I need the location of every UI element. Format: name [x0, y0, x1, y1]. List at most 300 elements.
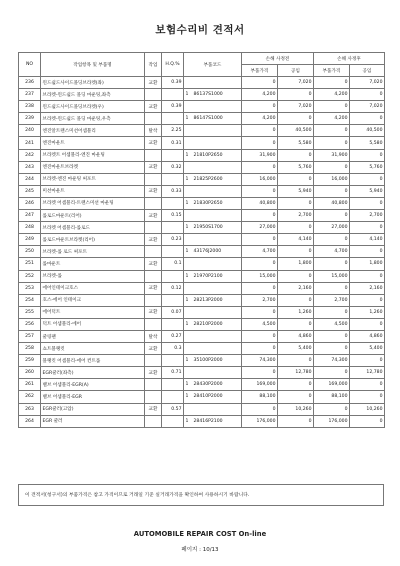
cell-hq: 0.31: [162, 137, 184, 149]
cell-hq: [162, 355, 184, 367]
table-row: [19, 101, 385, 113]
cell-before-part: 0: [242, 185, 278, 197]
cell-item: 롤마운트: [41, 258, 145, 270]
cell-hq: [162, 173, 184, 185]
cell-no: 246: [19, 197, 41, 209]
cell-before-part: 0: [242, 343, 278, 355]
cell-before-labor: 0: [278, 89, 314, 101]
cell-hq: 2.25: [162, 125, 184, 137]
cell-item: 덕트 어셈블리-에어: [41, 318, 145, 330]
cell-no: 260: [19, 367, 41, 379]
cell-hq: 0.27: [162, 330, 184, 342]
cell-no: 256: [19, 318, 41, 330]
cell-item: 밸브 어셈블리-EGR: [41, 391, 145, 403]
footer-brand: AUTOMOBILE REPAIR COST On-line: [133, 530, 267, 538]
cell-work: 교환: [145, 101, 162, 113]
cell-no: 236: [19, 77, 41, 89]
cell-item: 브라켓-엔진 마운팅 써포트: [41, 173, 145, 185]
cell-before-labor: 2,160: [278, 282, 314, 294]
cell-work: [145, 197, 162, 209]
cell-no: 264: [19, 415, 41, 427]
page-number: 페이지 : 10/13: [181, 547, 219, 553]
cell-no: 240: [19, 125, 41, 137]
cell-after-labor: 5,940: [350, 185, 385, 197]
cell-before-part: 4,200: [242, 89, 278, 101]
cell-before-part: 0: [242, 101, 278, 113]
table-row: [19, 210, 385, 222]
cell-item: 밸브 어셈블리-EGR(A): [41, 379, 145, 391]
cell-code: [184, 391, 242, 403]
cell-after-part: 4,200: [314, 89, 350, 101]
cell-work: [145, 89, 162, 101]
cell-before-labor: 1,800: [278, 258, 314, 270]
cell-before-part: 0: [242, 137, 278, 149]
cell-work: 교환: [145, 77, 162, 89]
header-no: NO: [19, 53, 41, 77]
cell-work: 교환: [145, 185, 162, 197]
cell-after-labor: 4,860: [350, 330, 385, 342]
cell-no: 247: [19, 210, 41, 222]
table-row: [19, 246, 385, 258]
cell-before-part: 176,000: [242, 415, 278, 427]
cell-part-code: 35100P2000: [193, 358, 223, 364]
cell-code: [184, 77, 242, 89]
cell-qty: 1: [185, 382, 189, 388]
cell-code: [184, 270, 242, 282]
cell-before-labor: 0: [278, 355, 314, 367]
cell-after-part: 4,500: [314, 318, 350, 330]
cell-code: [184, 125, 242, 137]
cell-work: 교환: [145, 306, 162, 318]
cell-code: [184, 343, 242, 355]
cell-after-part: 0: [314, 101, 350, 113]
cell-after-labor: 5,580: [350, 137, 385, 149]
header-after-part-price: 부품가격: [314, 65, 350, 77]
cell-before-labor: 2,700: [278, 210, 314, 222]
cell-after-part: 15,000: [314, 270, 350, 282]
table-row: [19, 355, 385, 367]
cell-after-part: 176,000: [314, 415, 350, 427]
cell-code: [184, 379, 242, 391]
table-row: [19, 330, 385, 342]
cell-before-part: 4,500: [242, 318, 278, 330]
table-row: [19, 282, 385, 294]
cell-no: 243: [19, 161, 41, 173]
cell-no: 250: [19, 246, 41, 258]
cell-work: [145, 149, 162, 161]
cell-before-labor: 1,260: [278, 306, 314, 318]
cell-before-labor: 0: [278, 379, 314, 391]
cell-after-part: 0: [314, 161, 350, 173]
cell-code: [184, 258, 242, 270]
cell-before-part: 0: [242, 258, 278, 270]
cell-hq: [162, 391, 184, 403]
cell-qty: 1: [185, 176, 189, 182]
cell-before-labor: 0: [278, 415, 314, 427]
cell-after-part: 0: [314, 306, 350, 318]
cell-hq: 0.71: [162, 367, 184, 379]
cell-hq: 0.15: [162, 210, 184, 222]
cell-after-part: 0: [314, 77, 350, 89]
cell-qty: 1: [185, 358, 189, 364]
cell-after-labor: 0: [350, 246, 385, 258]
cell-qty: 1: [185, 273, 189, 279]
cell-item: EGR쿨러(좌측): [41, 367, 145, 379]
cell-before-part: 4,200: [242, 113, 278, 125]
cell-item: 브라켓-윈드쉴드 몰딩 마운팅,우측: [41, 113, 145, 125]
cell-after-labor: 0: [350, 89, 385, 101]
cell-qty: 1: [185, 92, 189, 98]
cell-after-labor: 0: [350, 222, 385, 234]
cell-after-labor: 0: [350, 173, 385, 185]
cell-code: [184, 367, 242, 379]
cell-after-part: 2,700: [314, 294, 350, 306]
cell-work: 교환: [145, 234, 162, 246]
cell-after-labor: 0: [350, 270, 385, 282]
cell-after-labor: 0: [350, 197, 385, 209]
cell-before-labor: 7,020: [278, 101, 314, 113]
cell-no: 245: [19, 185, 41, 197]
cell-work: [145, 113, 162, 125]
cell-code: [184, 161, 242, 173]
cell-before-labor: 0: [278, 391, 314, 403]
cell-code: [184, 89, 242, 101]
cell-before-labor: 12,780: [278, 367, 314, 379]
cell-after-part: 0: [314, 282, 350, 294]
cell-code: [184, 173, 242, 185]
cell-before-part: 0: [242, 330, 278, 342]
table-row: [19, 367, 385, 379]
header-before: 손해 사정전: [242, 53, 314, 65]
cell-before-labor: 4,860: [278, 330, 314, 342]
cell-code: [184, 282, 242, 294]
cell-after-part: 169,000: [314, 379, 350, 391]
cell-no: 262: [19, 391, 41, 403]
header-code: 부품코드: [184, 53, 242, 77]
cell-qty: 1: [185, 321, 189, 327]
cell-hq: [162, 415, 184, 427]
cell-code: [184, 197, 242, 209]
cell-no: 263: [19, 403, 41, 415]
cell-after-part: 0: [314, 234, 350, 246]
cell-work: [145, 173, 162, 185]
cell-item: EGR 쿨러: [41, 415, 145, 427]
cell-after-labor: 0: [350, 294, 385, 306]
cell-item: 브라켓-윈드쉴드 몰딩 마운팅,좌측: [41, 89, 145, 101]
cell-part-code: 28430P2000: [193, 382, 223, 388]
cell-after-part: 31,900: [314, 149, 350, 161]
cell-part-code: 43176J2000: [193, 249, 222, 255]
cell-item: 윈드쉴드사이드몰딩브라켓(좌): [41, 77, 145, 89]
cell-qty: 1: [185, 297, 189, 303]
table-row: [19, 222, 385, 234]
cell-before-part: 0: [242, 125, 278, 137]
cell-no: 252: [19, 270, 41, 282]
cell-part-code: 86147S1000: [193, 116, 223, 122]
cell-code: [184, 330, 242, 342]
cell-after-labor: 10,260: [350, 403, 385, 415]
cell-after-part: 40,800: [314, 197, 350, 209]
cell-before-labor: 10,260: [278, 403, 314, 415]
cell-work: 교환: [145, 258, 162, 270]
cell-before-labor: 7,020: [278, 77, 314, 89]
cell-before-part: 31,900: [242, 149, 278, 161]
cell-item: 엔진알트랜스미션어셈블리: [41, 125, 145, 137]
cell-item: 브라켓-롤 로드 써포트: [41, 246, 145, 258]
cell-part-code: 21825P2600: [193, 176, 223, 182]
cell-before-labor: 5,400: [278, 343, 314, 355]
cell-hq: 0.39: [162, 77, 184, 89]
cell-no: 259: [19, 355, 41, 367]
cell-after-part: 0: [314, 258, 350, 270]
cell-after-labor: 7,020: [350, 77, 385, 89]
cell-item: 엔진마운트: [41, 137, 145, 149]
cell-part-code: 28416P2100: [193, 418, 223, 424]
cell-after-part: 0: [314, 210, 350, 222]
cell-after-labor: 0: [350, 379, 385, 391]
cell-work: [145, 222, 162, 234]
cell-work: [145, 294, 162, 306]
cell-hq: 0.1: [162, 258, 184, 270]
cell-before-part: 4,700: [242, 246, 278, 258]
cell-item: EGR쿨러(고압): [41, 403, 145, 415]
cell-before-part: 0: [242, 161, 278, 173]
cell-after-part: 74,300: [314, 355, 350, 367]
cell-after-labor: 7,020: [350, 101, 385, 113]
cell-qty: 1: [185, 418, 189, 424]
cell-after-labor: 0: [350, 415, 385, 427]
table-row: [19, 197, 385, 209]
table-row: [19, 185, 385, 197]
cell-work: 교환: [145, 210, 162, 222]
cell-qty: 1: [185, 200, 189, 206]
cell-code: [184, 294, 242, 306]
cell-hq: 0.57: [162, 403, 184, 415]
cell-code: [184, 234, 242, 246]
cell-after-labor: 1,260: [350, 306, 385, 318]
cell-after-labor: 5,400: [350, 343, 385, 355]
cell-after-labor: 2,160: [350, 282, 385, 294]
cell-before-labor: 0: [278, 270, 314, 282]
cell-no: 261: [19, 379, 41, 391]
cell-code: [184, 403, 242, 415]
table-row: [19, 270, 385, 282]
cell-before-labor: 0: [278, 197, 314, 209]
cell-hq: [162, 113, 184, 125]
cell-before-part: 0: [242, 306, 278, 318]
cell-before-labor: 5,760: [278, 161, 314, 173]
cell-item: 브라켓 어셈블리-트랜스미션 마운팅: [41, 197, 145, 209]
cell-before-part: 0: [242, 403, 278, 415]
cell-after-part: 27,000: [314, 222, 350, 234]
cell-work: [145, 246, 162, 258]
cell-after-part: 4,700: [314, 246, 350, 258]
cell-no: 248: [19, 222, 41, 234]
table-row: [19, 306, 385, 318]
cell-work: 교환: [145, 282, 162, 294]
table-row: [19, 343, 385, 355]
header-item: 작업항목 및 부품명: [41, 53, 145, 77]
cell-before-part: 169,000: [242, 379, 278, 391]
cell-item: 쿨링팬: [41, 330, 145, 342]
cell-hq: [162, 318, 184, 330]
cell-no: 254: [19, 294, 41, 306]
cell-before-part: 74,300: [242, 355, 278, 367]
header-after: 손해 사정후: [314, 53, 385, 65]
cell-before-part: 27,000: [242, 222, 278, 234]
cell-after-part: 0: [314, 403, 350, 415]
cell-before-labor: 0: [278, 222, 314, 234]
table-row: [19, 318, 385, 330]
cell-hq: 0.12: [162, 282, 184, 294]
cell-before-labor: 5,940: [278, 185, 314, 197]
cell-part-code: 28410P2000: [193, 394, 223, 400]
cell-hq: [162, 222, 184, 234]
cell-work: 교환: [145, 161, 162, 173]
cell-no: 257: [19, 330, 41, 342]
cell-before-part: 16,000: [242, 173, 278, 185]
cell-work: [145, 355, 162, 367]
cell-before-part: 0: [242, 367, 278, 379]
cell-work: 교환: [145, 137, 162, 149]
cell-before-part: 0: [242, 282, 278, 294]
cell-after-labor: 12,780: [350, 367, 385, 379]
cell-item: 롤로드마운트(리어): [41, 210, 145, 222]
cell-before-part: 2,700: [242, 294, 278, 306]
cell-hq: [162, 197, 184, 209]
cell-before-labor: 0: [278, 318, 314, 330]
cell-code: [184, 306, 242, 318]
header-hq: H.Q.%: [162, 53, 184, 77]
cell-after-part: 0: [314, 343, 350, 355]
table-row: [19, 125, 385, 137]
cell-work: [145, 270, 162, 282]
cell-part-code: 28213P2000: [193, 297, 223, 303]
cell-after-part: 0: [314, 367, 350, 379]
cell-hq: [162, 294, 184, 306]
cell-after-labor: 0: [350, 149, 385, 161]
cell-code: [184, 185, 242, 197]
cell-hq: 0.23: [162, 234, 184, 246]
table-row: [19, 137, 385, 149]
cell-part-code: 21830P2650: [193, 200, 223, 206]
cell-no: 253: [19, 282, 41, 294]
cell-code: [184, 318, 242, 330]
estimate-rows: [19, 77, 385, 428]
cell-hq: [162, 379, 184, 391]
cell-before-part: 88,100: [242, 391, 278, 403]
cell-hq: [162, 89, 184, 101]
cell-hq: [162, 149, 184, 161]
cell-hq: 0.33: [162, 185, 184, 197]
cell-after-labor: 0: [350, 391, 385, 403]
cell-before-part: 15,000: [242, 270, 278, 282]
table-row: [19, 149, 385, 161]
cell-code: [184, 101, 242, 113]
cell-work: [145, 415, 162, 427]
cell-item: 미션마운트: [41, 185, 145, 197]
cell-work: [145, 379, 162, 391]
cell-part-code: 21970P2100: [193, 273, 223, 279]
cell-after-labor: 0: [350, 318, 385, 330]
cell-before-part: 0: [242, 77, 278, 89]
cell-before-part: 0: [242, 234, 278, 246]
cell-after-labor: 1,800: [350, 258, 385, 270]
cell-work: [145, 391, 162, 403]
cell-after-part: 88,100: [314, 391, 350, 403]
cell-work: 교환: [145, 403, 162, 415]
cell-hq: 0.07: [162, 306, 184, 318]
cell-work: 탈착: [145, 125, 162, 137]
cell-work: [145, 318, 162, 330]
cell-hq: [162, 246, 184, 258]
cell-before-labor: 40,500: [278, 125, 314, 137]
cell-before-labor: 4,140: [278, 234, 314, 246]
table-row: [19, 415, 385, 427]
header-before-labor: 공임: [278, 65, 314, 77]
table-row: [19, 391, 385, 403]
cell-qty: 1: [185, 152, 189, 158]
cell-part-code: 21950S1700: [193, 225, 223, 231]
cell-item: 브라켓 어셈블리-롤로드: [41, 222, 145, 234]
cell-item: 블랭킷 어셈블리-에어 컨트롤: [41, 355, 145, 367]
cell-hq: 0.39: [162, 101, 184, 113]
cell-code: [184, 149, 242, 161]
cell-before-part: 40,800: [242, 197, 278, 209]
header-work: 작업: [145, 53, 162, 77]
table-row: [19, 258, 385, 270]
cell-after-labor: 0: [350, 355, 385, 367]
cell-no: 239: [19, 113, 41, 125]
header-before-part-price: 부품가격: [242, 65, 278, 77]
cell-item: 호스-에어 인테이크: [41, 294, 145, 306]
cell-item: 브라켓-롤: [41, 270, 145, 282]
cell-item: 엔진마운트브라켓: [41, 161, 145, 173]
table-row: [19, 89, 385, 101]
cell-work: 교환: [145, 367, 162, 379]
cell-hq: 0.3: [162, 343, 184, 355]
table-row: [19, 113, 385, 125]
cell-item: 윈드쉴드사이드몰딩브라켓(우): [41, 101, 145, 113]
cell-after-part: 16,000: [314, 173, 350, 185]
cell-after-labor: 5,760: [350, 161, 385, 173]
estimate-table: [18, 52, 385, 428]
cell-code: [184, 415, 242, 427]
cell-no: 237: [19, 89, 41, 101]
cell-after-labor: 40,500: [350, 125, 385, 137]
table-row: [19, 403, 385, 415]
cell-item: 에어덕트: [41, 306, 145, 318]
cell-no: 238: [19, 101, 41, 113]
cell-item: 브라켓트 어셈블리-엔진 마운팅: [41, 149, 145, 161]
cell-before-labor: 5,580: [278, 137, 314, 149]
header-after-labor: 공임: [350, 65, 385, 77]
cell-qty: 1: [185, 116, 189, 122]
cell-code: [184, 246, 242, 258]
cell-before-labor: 0: [278, 294, 314, 306]
cell-no: 241: [19, 137, 41, 149]
cell-hq: 0.32: [162, 161, 184, 173]
cell-before-labor: 0: [278, 113, 314, 125]
table-row: [19, 379, 385, 391]
cell-before-labor: 0: [278, 246, 314, 258]
cell-after-part: 0: [314, 137, 350, 149]
cell-item: 롤로드마운트브라켓(리어): [41, 234, 145, 246]
cell-code: [184, 355, 242, 367]
cell-after-labor: 4,140: [350, 234, 385, 246]
cell-qty: 1: [185, 394, 189, 400]
table-row: [19, 173, 385, 185]
